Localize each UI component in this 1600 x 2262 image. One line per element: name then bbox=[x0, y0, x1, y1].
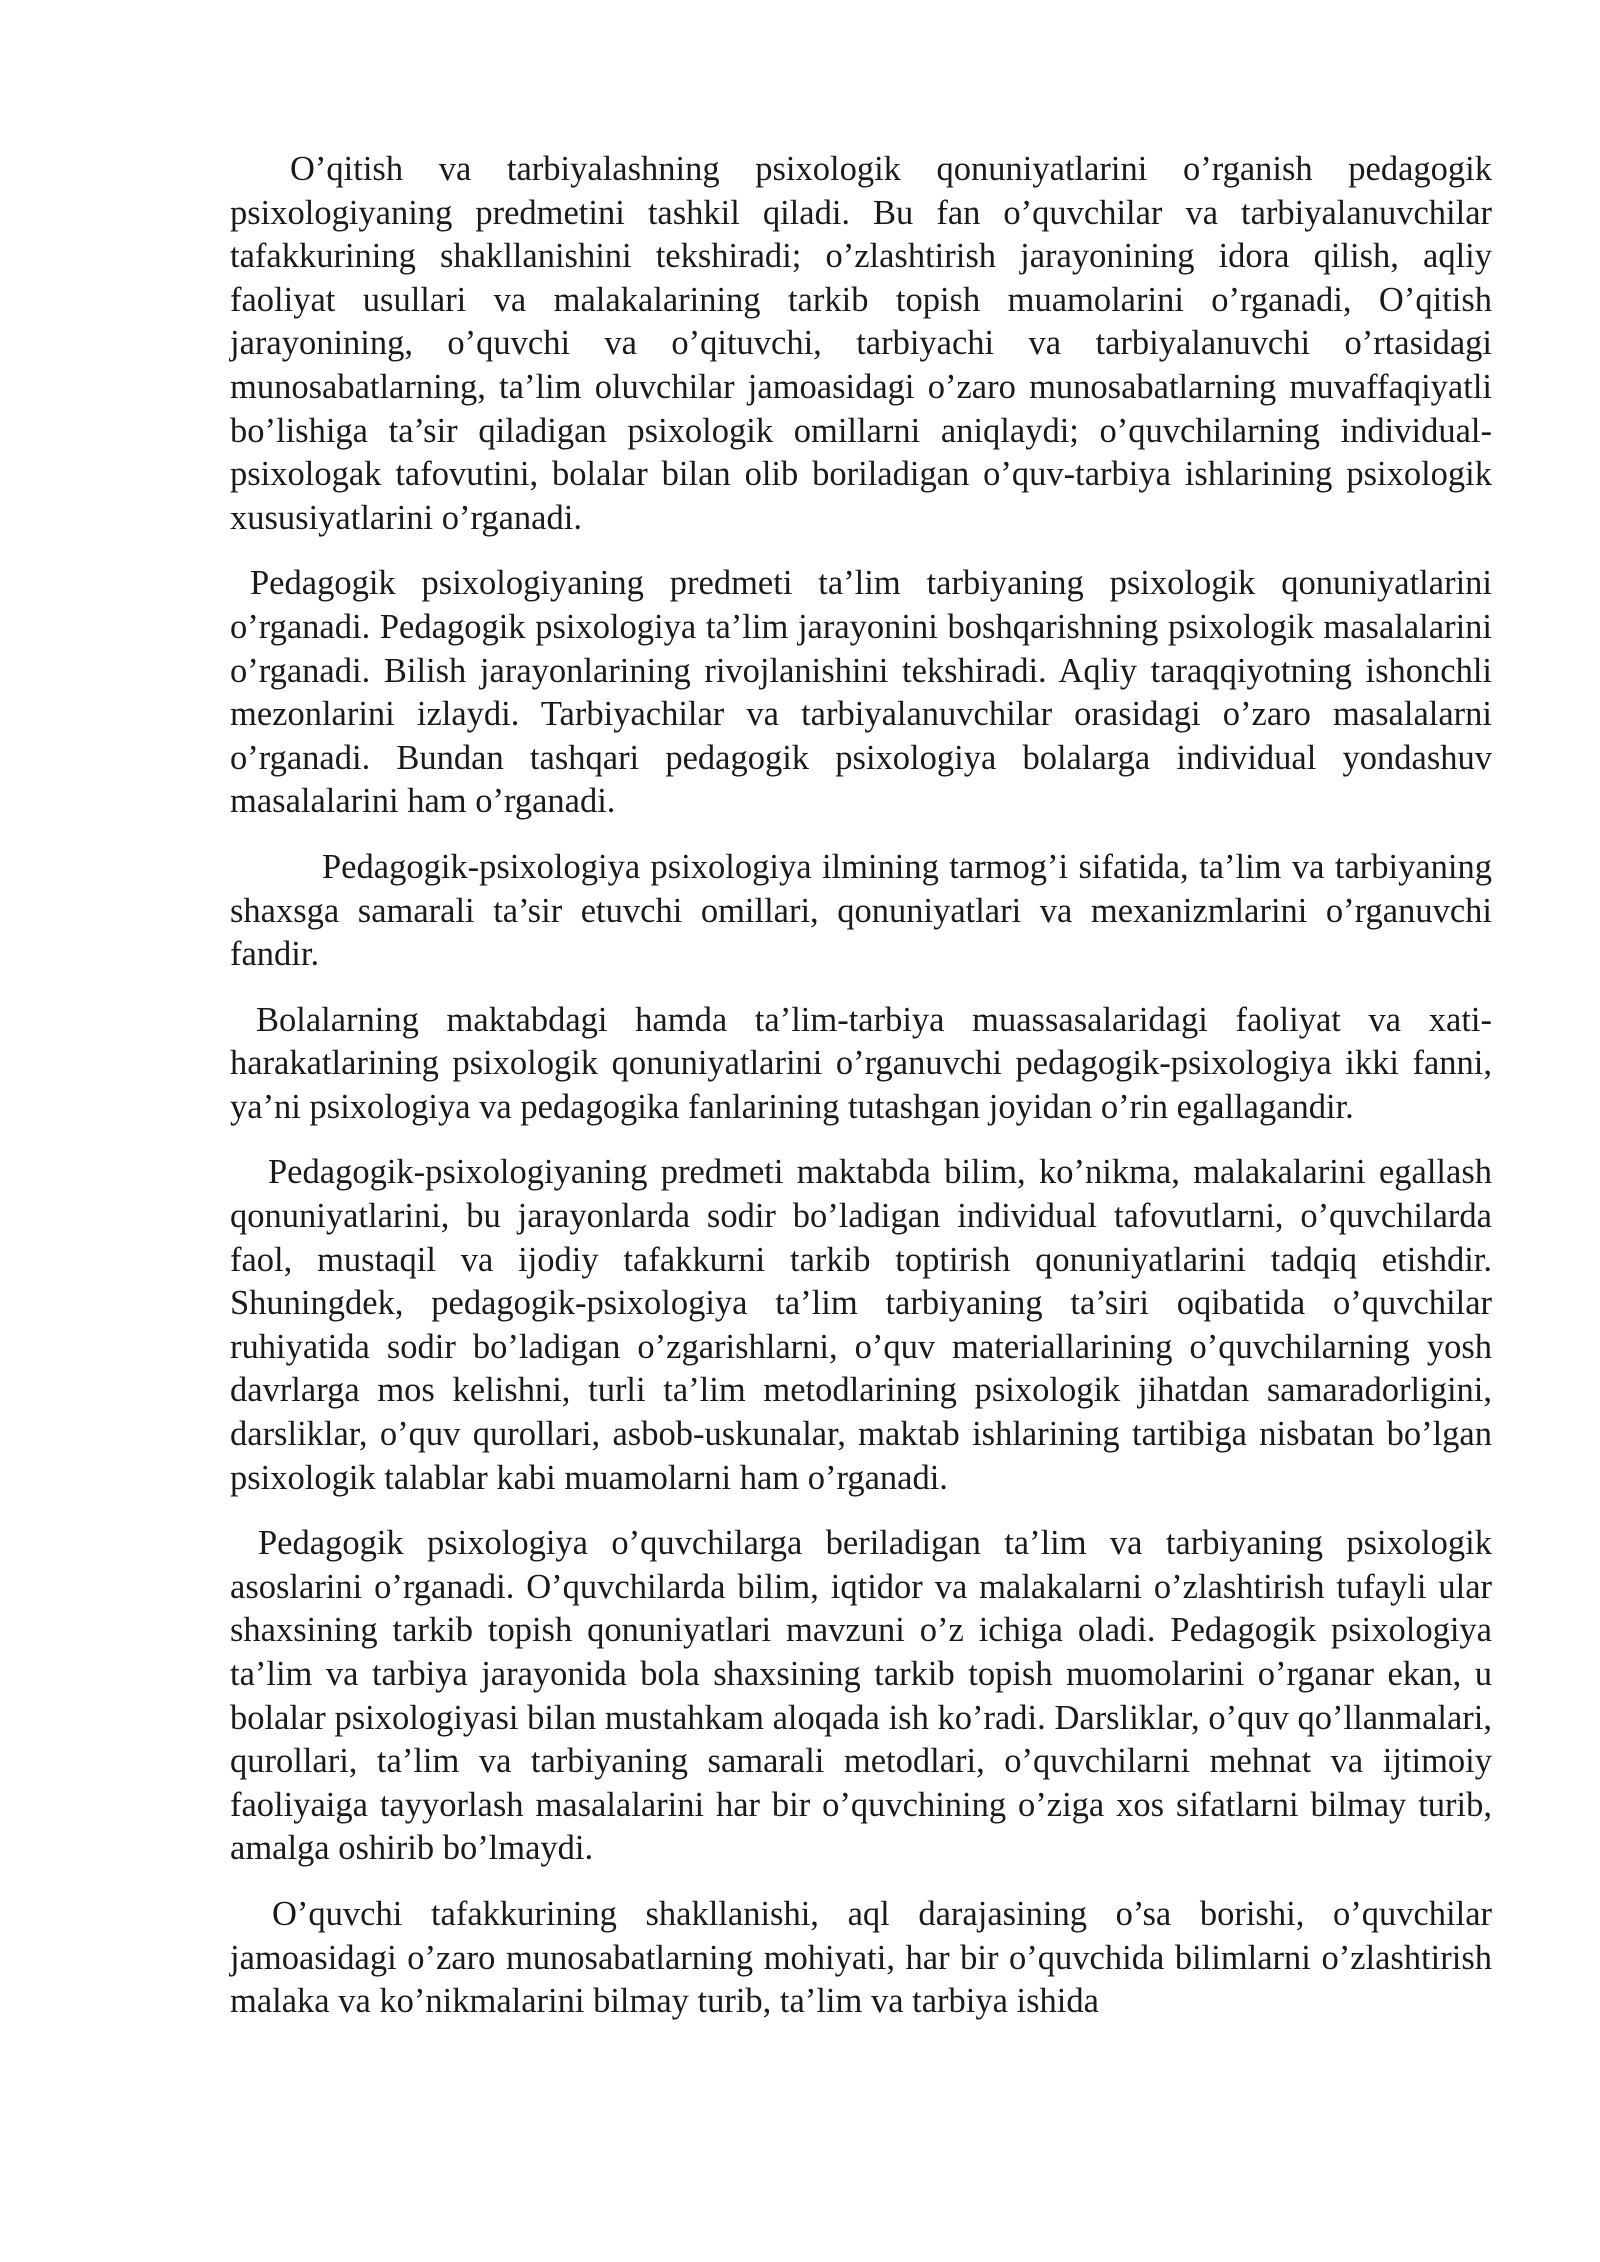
paragraph-4: Bolalarning maktabdagi hamda ta’lim-tarbiya muassasalaridagi faoliyat va xati-harakatlarining psixologik qonuniyatlarini o’rganuvchi pedagogik-psixologiya ikki fanni, ya’ni psixologiya va pedagogika fanlarining tutashgan joyidan o’rin egallagandir. bbox=[230, 1000, 1492, 1126]
paragraph-5: Pedagogik-psixologiyaning predmeti maktabda bilim, ko’nikma, malakalarini egallash qonuniyatlarini, bu jarayonlarda sodir bo’ladigan individual tafovutlarni, o’quvchilarda faol, mustaqil va ijodiy tafakkurni tarkib toptirish qonuniyatlarini tadqiq etishdir. Shuningdek, pedagogik-psixologiya ta’lim tarbiyaning ta’siri oqibatida o’quvchilar ruhiyatida sodir bo’ladigan o’zgarishlarni, o’quv materiallarining o’quvchilarning yosh davrlarga mos kelishni, turli ta’lim metodlarining psixologik jihatdan samaradorligini, darsliklar, o’quv qurollari, asbob-uskunalar, maktab ishlarining tartibiga nisbatan bo’lgan psixologik talablar kabi muamolarni ham o’rganadi. bbox=[230, 1153, 1492, 1497]
paragraph-3: Pedagogik-psixologiya psixologiya ilmining tarmog’i sifatida, ta’lim va tarbiyaning shaxsga samarali ta’sir etuvchi omillari, qonuniyatlari va mexanizmlarini o’rganuvchi fandir. bbox=[230, 847, 1492, 974]
paragraph-1: O’qitish va tarbiyalashning psixologik qonuniyatlarini o’rganish pedagogik psixologiyaning predmetini tashkil qiladi. Bu fan o’quvchilar va tarbiyalanuvchilar tafakkurining shakllanishini tekshiradi; o’zlashtirish jarayonining idora qilish, aqliy faoliyat usullari va malakalarining tarkib topish muamolarini o’rganadi, O’qitish jarayonining, o’quvchi va o’qituvchi, tarbiyachi va tarbiyalanuvchi o’rtasidagi munosabatlarning, ta’lim oluvchilar jamoasidagi o’zaro munosabatlarning muvaffaqiyatli bo’lishiga ta’sir qiladigan psixologik omillarni aniqlaydi; o’quvchilarning individual-psixologak tafovutini, bolalar bilan olib boriladigan o’quv-tarbiya ishlarining psixologik xususiyatlarini o’rganadi. bbox=[230, 150, 1492, 537]
paragraph-6: Pedagogik psixologiya o’quvchilarga beriladigan ta’lim va tarbiyaning psixologik asoslarini o’rganadi. O’quvchilarda bilim, iqtidor va malakalarni o’zlashtirish tufayli ular shaxsining tarkib topish qonuniyatlari mavzuni o’z ichiga oladi. Pedagogik psixologiya ta’lim va tarbiya jarayonida bola shaxsining tarkib topish muomolarini o’rganar ekan, u bolalar psixologiyasi bilan mustahkam aloqada ish ko’radi. Darsliklar, o’quv qo’llanmalari, qurollari, ta’lim va tarbiyaning samarali metodlari, o’quvchilarni mehnat va ijtimoiy faoliyaiga tayyorlash masalalarini har bir o’quvchining o’ziga xos sifatlarni bilmay turib, amalga oshirib bo’lmaydi. bbox=[230, 1524, 1492, 1868]
paragraph-2: Pedagogik psixologiyaning predmeti ta’lim tarbiyaning psixologik qonuniyatlarini o’rganadi. Pedagogik psixologiya ta’lim jarayonini boshqarishning psixologik masalalarini o’rganadi. Bilish jarayonlarining rivojlanishini tekshiradi. Aqliy taraqqiyotning ishonchli mezonlarini izlaydi. Tarbiyachilar va tarbiyalanuvchilar orasidagi o’zaro masalalarni o’rganadi. Bundan tashqari pedagogik psixologiya bolalarga individual yondashuv masalalarini ham o’rganadi. bbox=[230, 564, 1492, 821]
paragraph-7: O’quvchi tafakkurining shakllanishi, aql darajasining o’sa borishi, o’quvchilar jamoasidagi o’zaro munosabatlarning mohiyati, har bir o’quvchida bilimlarni o’zlashtirish malaka va ko’nikmalarini bilmay turib, ta’lim va tarbiya ishida bbox=[230, 1894, 1492, 2021]
document-page bbox=[230, 148, 1492, 2046]
